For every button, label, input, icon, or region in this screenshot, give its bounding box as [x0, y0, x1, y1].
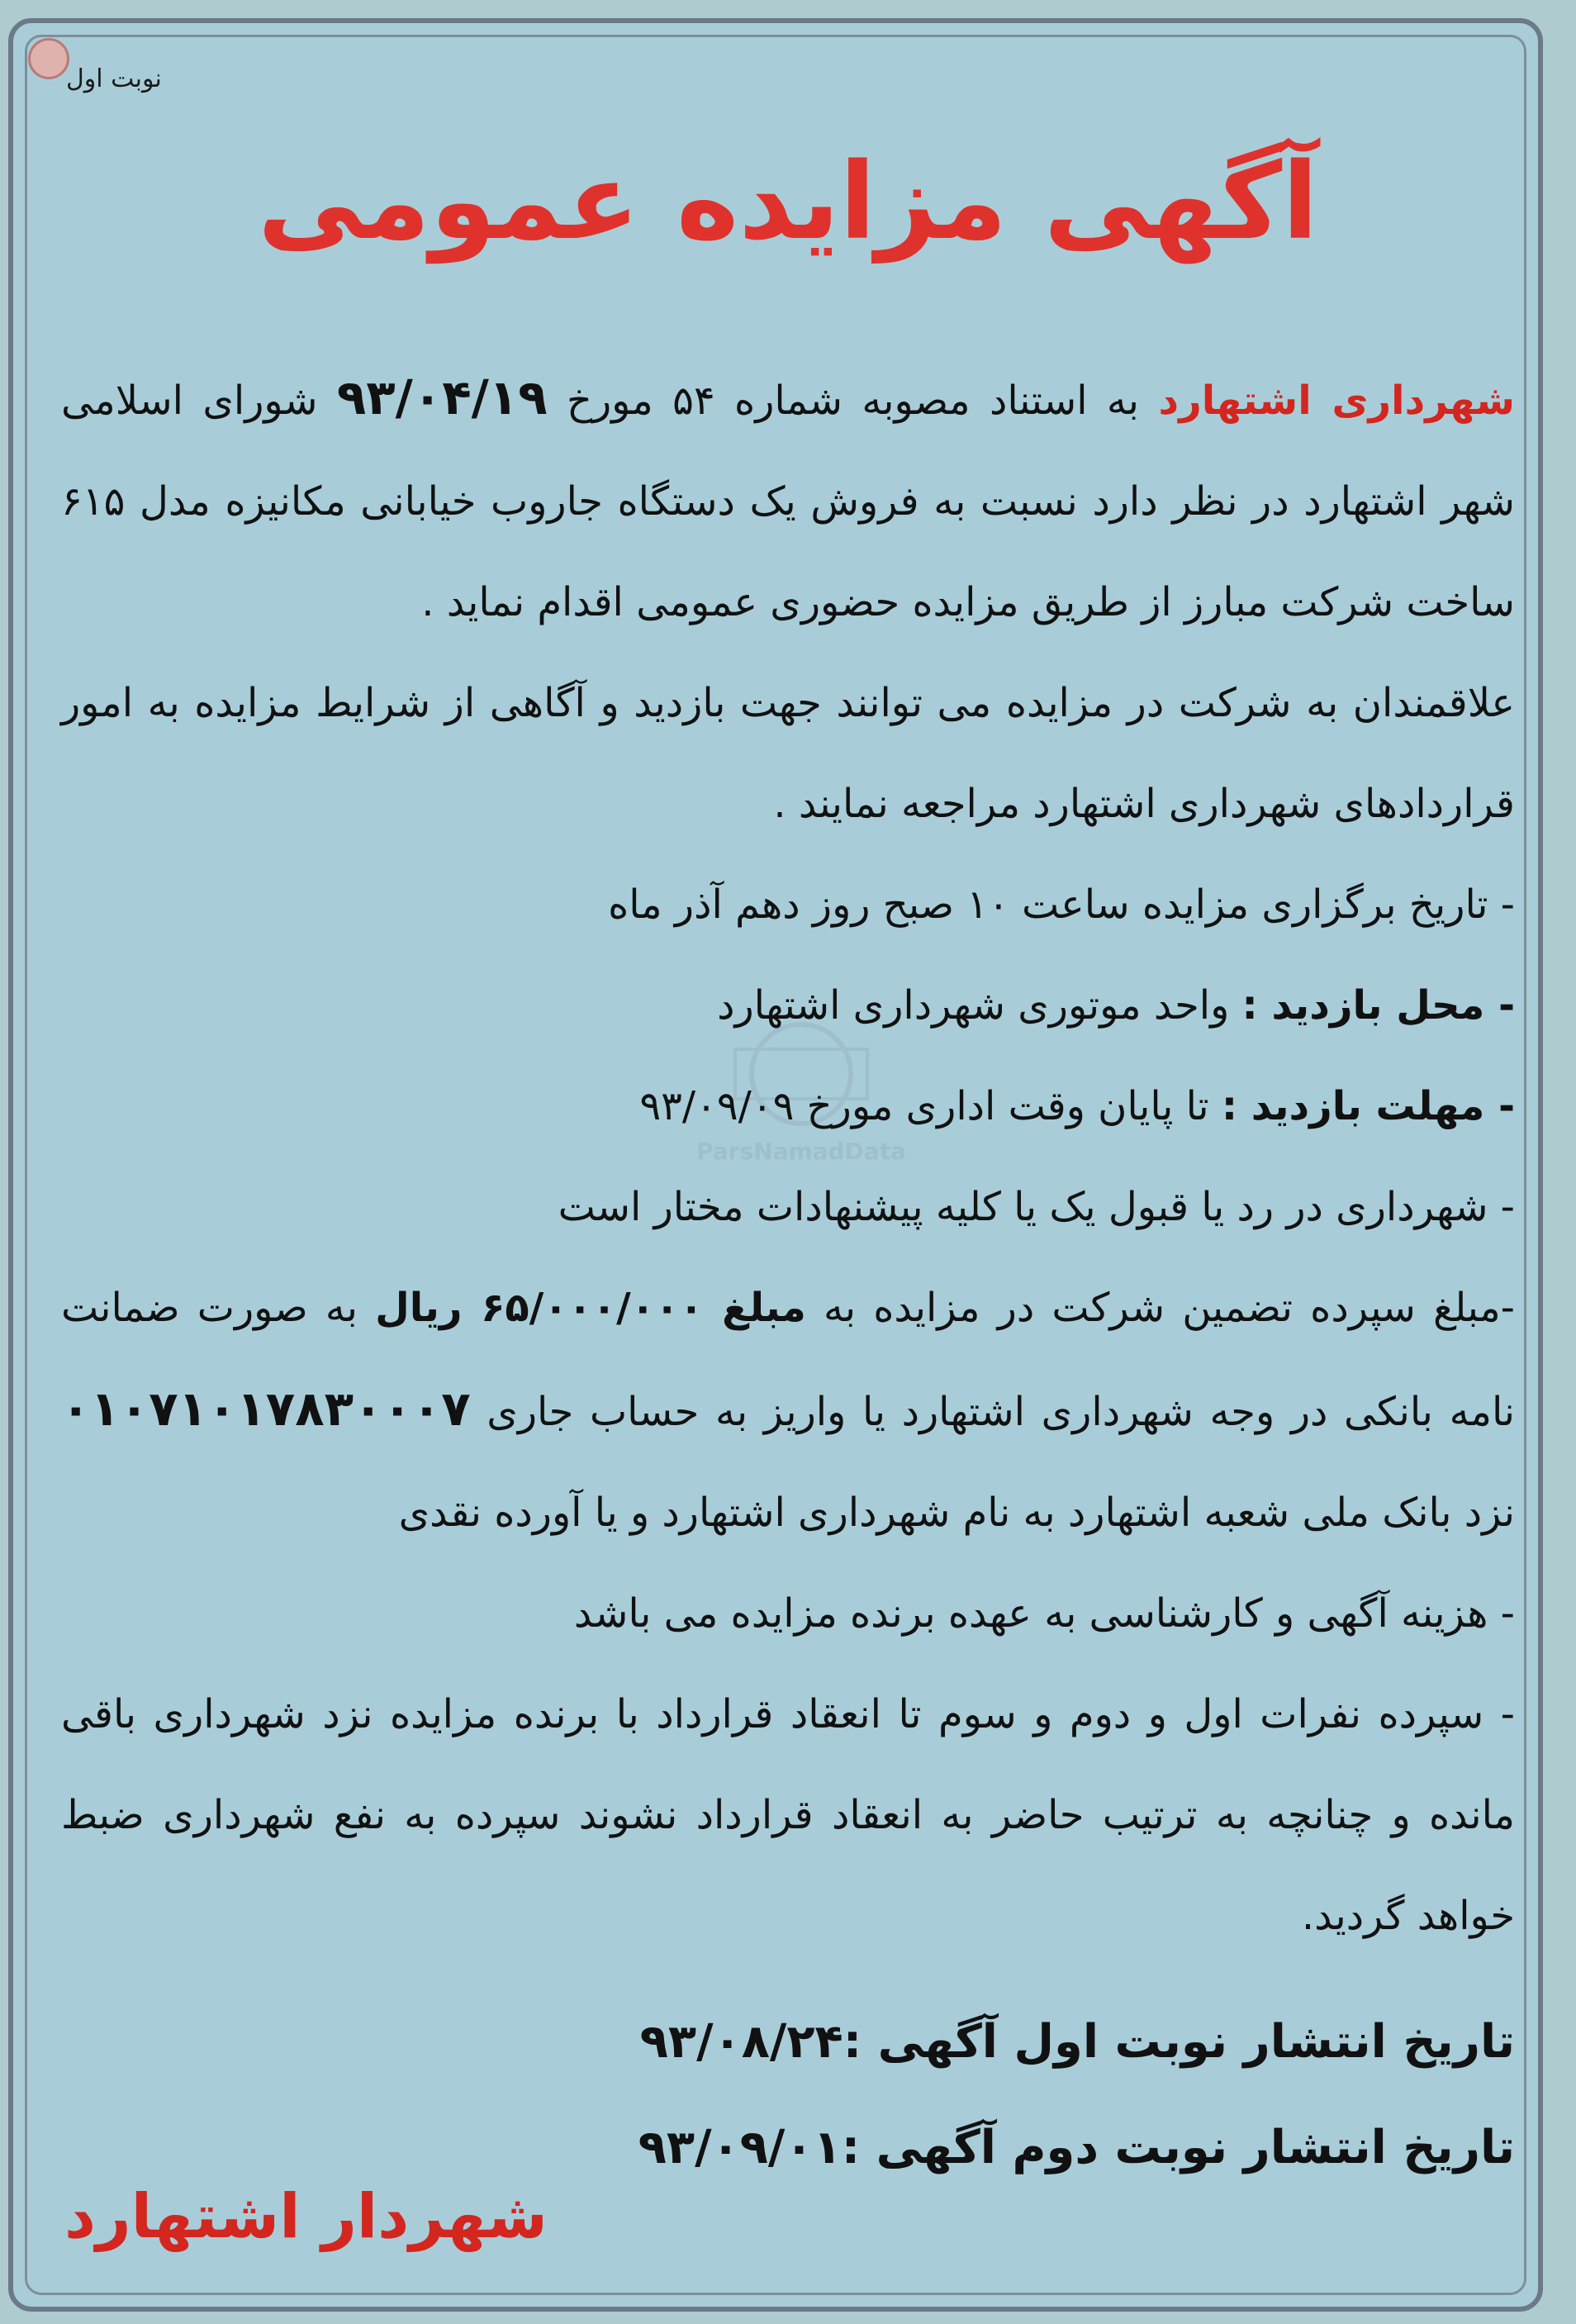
deposit-post: نزد بانک ملی شعبه اشتهارد به نام شهرداری اشتهارد و یا آورده نقدی — [398, 1490, 1515, 1536]
visit-place-label: - محل بازدید : — [1241, 982, 1515, 1029]
intro-text: به استناد مصوبه شماره ۵۴ مورخ — [567, 378, 1140, 424]
first-publication-date: تاریخ انتشار نوبت اول آگهی :۹۳/۰۸/۲۴ — [639, 2015, 1515, 2069]
notice-body — [61, 347, 1515, 2201]
notice-title: آگهی مزایده عمومی — [258, 140, 1318, 264]
second-publication-date: تاریخ انتشار نوبت دوم آگهی :۹۳/۰۹/۰۱ — [638, 2121, 1515, 2174]
visit-place-text: واحد موتوری شهرداری اشتهارد — [717, 982, 1230, 1029]
info-paragraph: علاقمندان به شرکت در مزایده می توانند جهت بازدید و آگاهی از شرایط مزایده به امور قراردادهای شهرداری اشتهارد مراجعه نمایند . — [61, 680, 1515, 827]
resolution-date: ۹۳/۰۴/۱۹ — [336, 369, 548, 425]
publication-dates — [61, 1989, 1515, 2201]
account-number: ۰۱۰۷۱۰۱۷۸۳۰۰۰۷ — [61, 1381, 471, 1437]
watermark-text: ParsNamadData — [696, 1138, 906, 1165]
intro-text-2: شورای اسلامی شهر اشتهارد در نظر دارد نسبت به فروش یک دستگاه جاروب خیابانی مکانیزه مدل ۶۱۵ ساخت شرکت مبارز از طریق مزایده حضوری عمومی اقدام نماید . — [61, 378, 1515, 625]
deposit-amount: مبلغ ۶۵/۰۰۰/۰۰۰ ریال — [375, 1285, 806, 1331]
bullet-visit-place — [61, 955, 1515, 1056]
round-label: نوبت اول — [66, 64, 162, 93]
visit-deadline-text: تا پایان وقت اداری مورخ ۹۳/۰۹/۰۹ — [639, 1083, 1209, 1129]
bullet-costs: - هزینه آگهی و کارشناسی به عهده برنده مزایده می باشد — [573, 1590, 1515, 1637]
deposit-pre: -مبلغ سپرده تضمین شرکت در مزایده به — [824, 1285, 1515, 1331]
corner-badge-icon — [28, 38, 69, 79]
bullet-visit-deadline — [61, 1056, 1515, 1157]
bullet-rights: - شهرداری در رد یا قبول یک یا کلیه پیشنهادات مختار است — [558, 1184, 1515, 1230]
visit-deadline-label: - مهلت بازدید : — [1221, 1083, 1515, 1129]
bullet-deposit — [61, 1257, 1515, 1563]
intro-paragraph — [61, 347, 1515, 653]
org-name: شهرداری اشتهارد — [1158, 378, 1515, 424]
bullet-auction-date: - تاریخ برگزاری مزایده ساعت ۱۰ صبح روز دهم آذر ماه — [608, 882, 1515, 928]
signature: شهردار اشتهارد — [64, 2181, 548, 2252]
bullet-deposit-hold: - سپرده نفرات اول و دوم و سوم تا انعقاد قرارداد با برنده مزایده نزد شهرداری باقی مانده و چنانچه به ترتیب حاضر به انعقاد قرارداد نشوند سپرده به نفع شهرداری ضبط خواهد گردید. — [61, 1691, 1515, 1939]
deposit-mid: به صورت ضمانت نامه بانکی در وجه شهرداری اشتهارد یا واریز به حساب جاری — [61, 1285, 1515, 1435]
